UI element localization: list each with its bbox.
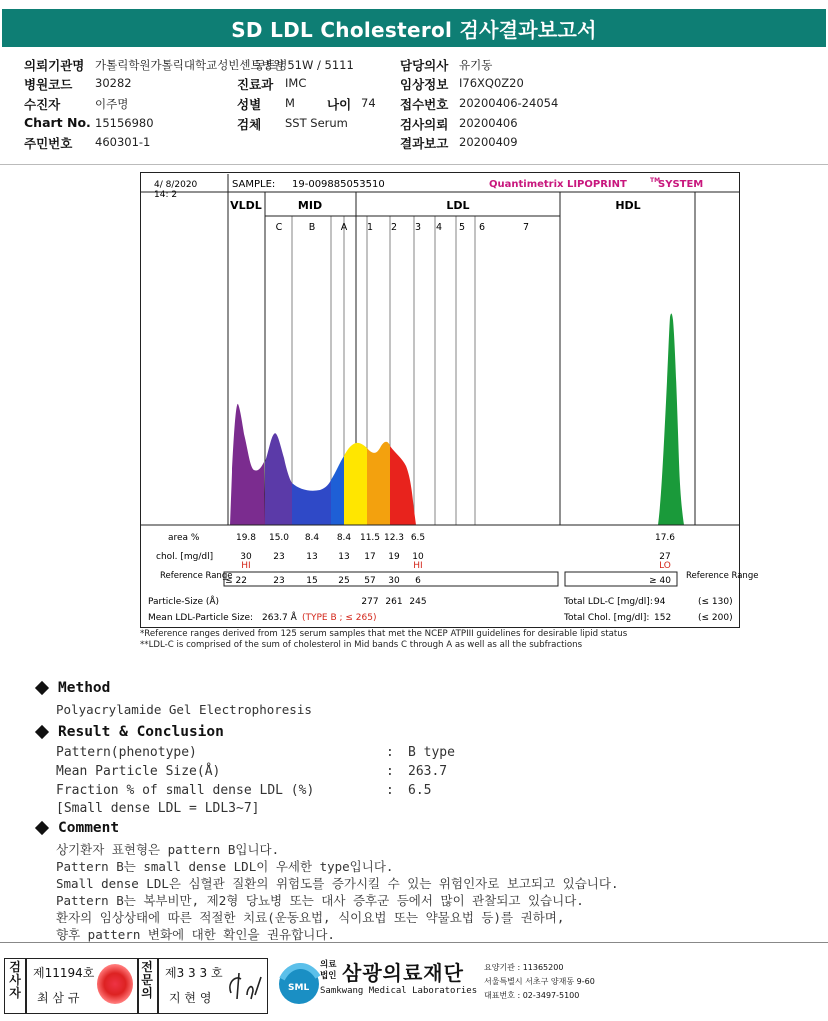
comment-line: Small dense LDL은 심혈관 질환의 위험도를 증가시킬 수 있는 위험인자로 보고되고 있습니다. [56, 876, 619, 891]
clinical-info-value: I76XQ0Z20 [459, 76, 524, 90]
total-chol-label: Total Chol. [mg/dl]: [564, 613, 650, 623]
resident-no-value: 460301-1 [95, 135, 151, 149]
result-row-value: 6.5 [408, 783, 432, 798]
comment-line: 환자의 임상상태에 따른 적절한 치료(운동요법, 식이요법 또는 약물요법 등)를 권하며, [56, 910, 565, 925]
reference-value: 25 [338, 576, 350, 586]
chol-value: 23 [273, 552, 285, 562]
examiner-name: 최 삼 규 [37, 991, 80, 1005]
electrophoresis-chart [140, 172, 759, 628]
chart-footnote-1: *Reference ranges derived from 125 serum samples that met the NCEP ATPIII guidelines for desirable lipid status [140, 629, 628, 639]
chol-value: 13 [306, 552, 318, 562]
requester-value: 가톨릭학원가톨릭대학교성빈센트병원 [95, 58, 284, 72]
org-name: 삼광의료재단 [342, 961, 464, 985]
department-label: 진료과 [237, 77, 274, 92]
result-report-value: 20200409 [459, 135, 518, 149]
mean-ldl-value: 263.7 Å [262, 613, 297, 623]
band-label: 5 [458, 222, 466, 233]
result-row-colon: : [386, 745, 394, 760]
particle-size-value: 261 [385, 597, 403, 607]
vldl-peak [230, 404, 265, 525]
comment-section [34, 820, 119, 836]
examiner-label: 검사자 [9, 960, 21, 1000]
seal-stamp [97, 964, 133, 1004]
method-heading: Method [58, 680, 111, 696]
reference-value: ≥ 40 [649, 576, 671, 586]
sex-value: M [285, 96, 295, 110]
band-label: 6 [478, 222, 486, 233]
sample-label: SAMPLE: [232, 179, 276, 190]
doctor-label: 담당의사 [400, 58, 449, 73]
chart-no-label: Chart No. [24, 115, 91, 130]
particle-size-value: 245 [409, 597, 427, 607]
chol-value: 17 [364, 552, 376, 562]
patient-label: 수진자 [24, 97, 61, 112]
mid-b-band [292, 480, 331, 525]
flag-text: LO [659, 561, 671, 571]
result-report-label: 결과보고 [400, 136, 449, 151]
comment-line: 향후 pattern 변화에 대한 확인을 권유합니다. [56, 927, 335, 942]
band-label: 7 [522, 222, 530, 233]
chol-value: 19 [388, 552, 400, 562]
care-no: 요양기관 : 11365200 [484, 963, 564, 972]
diamond-icon [35, 725, 49, 739]
particle-size-label: Particle-Size (Å) [148, 597, 220, 607]
area-label: area % [168, 533, 200, 543]
hdl-peak [658, 314, 684, 525]
total-chol-ref: (≤ 200) [698, 613, 733, 623]
report-title: SD LDL Cholesterol 검사결과보고서 [2, 9, 826, 47]
area-value: 12.3 [383, 533, 405, 543]
logo-text: SML [288, 983, 310, 993]
reference-label: Reference Range [160, 571, 233, 581]
specimen-label: 검체 [237, 117, 262, 132]
chol-value: 10 [412, 552, 424, 562]
band-label: A [340, 222, 348, 233]
flag-text: HI [413, 561, 423, 571]
total-ldl-label: Total LDL-C [mg/dl]: [564, 597, 653, 607]
mean-ldl-label: Mean LDL-Particle Size: [148, 613, 254, 623]
department-value: IMC [285, 76, 307, 90]
reference-value: 15 [306, 576, 318, 586]
area-value: 8.4 [304, 533, 320, 543]
comment-line: Pattern B는 복부비만, 제2형 당뇨병 또는 대사 증후군 등에서 많이 관찰되고 있습니다. [56, 893, 584, 908]
band-label: C [275, 222, 283, 233]
patient-info [0, 52, 828, 164]
area-value: 6.5 [410, 533, 426, 543]
ldl3-band [390, 446, 416, 525]
band-label: B [308, 222, 316, 233]
hospital-code-value: 30282 [95, 76, 132, 90]
result-row-label: Fraction % of small dense LDL (%) [56, 783, 315, 798]
doctor-value: 유기동 [459, 58, 493, 72]
info-divider [0, 164, 828, 165]
chol-label: chol. [mg/dl] [156, 552, 214, 562]
reference-label-right: Reference Range [686, 571, 759, 581]
sml-logo-icon [274, 957, 324, 1007]
mid-c-band [265, 433, 292, 525]
mid-a-band [331, 456, 344, 525]
particle-size-value: 277 [361, 597, 379, 607]
total-ldl-value: 94 [654, 597, 666, 607]
area-value: 8.4 [336, 533, 352, 543]
region-label: VLDL [230, 199, 262, 212]
reviewer-name: 지 현 영 [169, 991, 212, 1005]
address: 서울특별시 서초구 양재동 9-60 [484, 977, 595, 986]
chol-value: 27 [659, 552, 671, 562]
result-row-value: 263.7 [408, 764, 448, 779]
area-value: 15.0 [268, 533, 290, 543]
reference-value: 6 [415, 576, 421, 586]
org-small-1: 의료 [320, 960, 337, 970]
receipt-no-value: 20200406-24054 [459, 96, 559, 110]
examiner-no: 제11194호 [33, 966, 95, 980]
method-text: Polyacrylamide Gel Electrophoresis [56, 702, 312, 717]
brand-name: Quantimetrix LIPOPRINT [489, 179, 627, 190]
ldl2-band [367, 442, 390, 525]
area-value: 11.5 [359, 533, 381, 543]
area-value: 17.6 [654, 533, 676, 543]
signature-box [4, 958, 268, 1014]
comment-line: Pattern B는 small dense LDL이 우세한 type입니다. [56, 859, 394, 874]
brand-tm: TM [650, 177, 661, 184]
result-row-value: B type [408, 745, 455, 760]
reference-value: ≤ 22 [225, 576, 247, 586]
chart-time: 14: 2 [154, 190, 178, 200]
patient-name: 이주명 [95, 97, 129, 111]
hospital-code-label: 병원코드 [24, 77, 73, 92]
chol-value: 13 [338, 552, 350, 562]
ward-value: 동트병51W / 5111 [254, 58, 354, 72]
mean-ldl-type: (TYPE B ; ≤ 265) [302, 613, 377, 623]
result-row-colon: : [386, 764, 394, 779]
signature-mark [225, 965, 265, 1005]
sample-id: 19-009885053510 [292, 179, 385, 190]
sex-label: 성별 [237, 97, 262, 112]
result-heading: Result & Conclusion [58, 724, 224, 740]
reference-value: 57 [364, 576, 376, 586]
band-label: 3 [414, 222, 422, 233]
band-label: 1 [366, 222, 374, 233]
test-request-label: 검사의뢰 [400, 117, 449, 132]
reference-value: 30 [388, 576, 400, 586]
band-label: 2 [390, 222, 398, 233]
chart-date: 4/ 8/2020 [154, 180, 198, 190]
reference-value: 23 [273, 576, 285, 586]
brand-suffix: SYSTEM [658, 179, 704, 190]
result-section [34, 724, 224, 740]
chol-value: 30 [240, 552, 252, 562]
receipt-no-label: 접수번호 [400, 97, 449, 112]
result-row-label: Pattern(phenotype) [56, 745, 197, 760]
test-request-value: 20200406 [459, 116, 518, 130]
reviewer-label: 전문의 [141, 960, 153, 1000]
comment-heading: Comment [58, 820, 120, 836]
diamond-icon [35, 821, 49, 835]
age-label: 나이 [327, 97, 352, 112]
comment-line: 상기환자 표현형은 pattern B입니다. [56, 842, 280, 857]
org-small-2: 법인 [320, 971, 337, 981]
ldl1-band [344, 443, 367, 525]
footer [0, 940, 828, 1021]
total-chol-value: 152 [654, 613, 672, 623]
chart-footnote-2: **LDL-C is comprised of the sum of cholesterol in Mid bands C through A as well as all the subfractions [140, 640, 583, 650]
chart-no-value: 15156980 [95, 116, 154, 130]
band-label: 4 [435, 222, 443, 233]
region-label: LDL [446, 199, 470, 212]
phone: 대표번호 : 02-3497-5100 [484, 991, 580, 1000]
region-label: HDL [615, 199, 641, 212]
method-section [34, 680, 110, 696]
requester-label: 의뢰기관명 [24, 58, 85, 73]
area-value: 19.8 [235, 533, 257, 543]
resident-no-label: 주민번호 [24, 136, 73, 151]
clinical-info-label: 임상정보 [400, 77, 449, 92]
result-note: [Small dense LDL = LDL3~7] [56, 801, 260, 816]
result-row-label: Mean Particle Size(Å) [56, 764, 221, 779]
total-ldl-ref: (≤ 130) [698, 597, 733, 607]
region-label: MID [297, 199, 323, 212]
diamond-icon [35, 681, 49, 695]
specimen-value: SST Serum [285, 116, 348, 130]
reviewer-no: 제3 3 3 호 [165, 966, 223, 980]
flag-text: HI [241, 561, 251, 571]
age-value: 74 [361, 96, 376, 110]
result-row-colon: : [386, 783, 394, 798]
org-eng: Samkwang Medical Laboratories [320, 986, 478, 996]
